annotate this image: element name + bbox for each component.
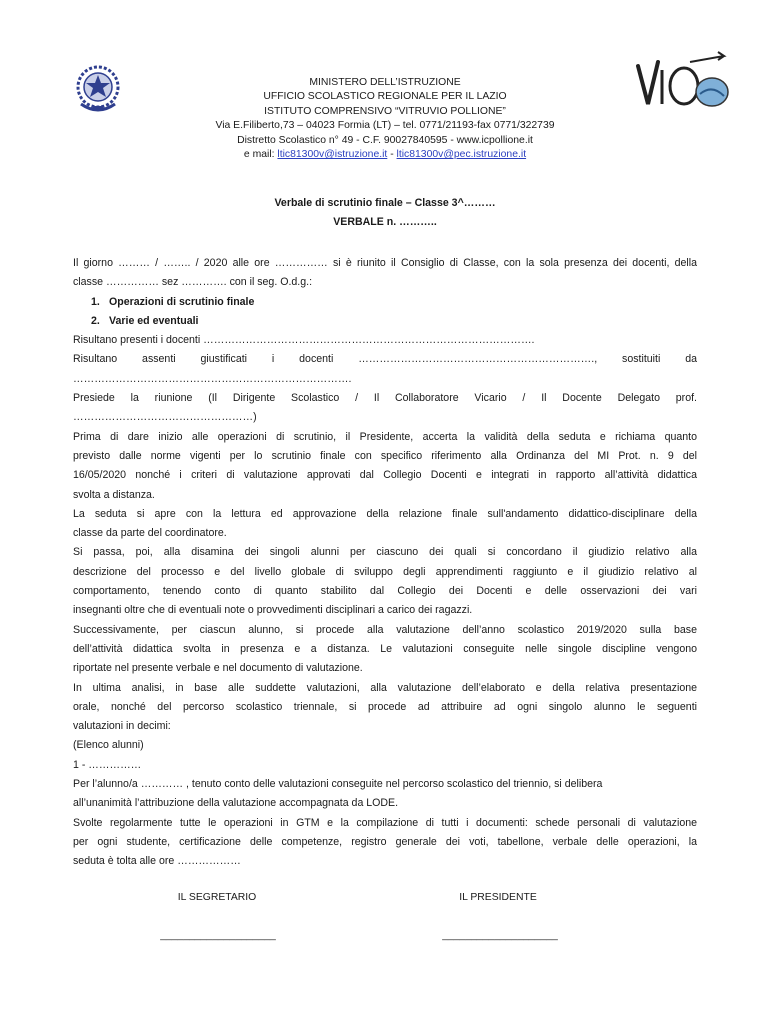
email-prefix: e mail:	[243, 149, 278, 161]
document-body	[73, 254, 697, 872]
body-line: classe da parte del coordinatore.	[73, 527, 227, 540]
body-line: insegnanti oltre che di eventuali note o provvedimenti disciplinari a carico dei ragazzi.	[73, 604, 473, 617]
body-line: Risultano presenti i docenti ………………………………………………………………………………….	[73, 334, 535, 347]
body-line: previsto dalle norme vigenti per lo scrutinio finale con specifico riferimento alla Ordinanza del MI Prot. n. 9 del	[73, 449, 697, 462]
agenda-item-number: 1.	[91, 295, 100, 308]
secretary-signature-line: ____________________	[160, 930, 276, 941]
vitruvio-pollione-school-logo	[632, 48, 732, 116]
body-line: 1 - ……………	[73, 758, 142, 771]
body-line: valutazioni in decimi:	[73, 720, 171, 733]
email-link-istruzione[interactable]: ltic81300v@istruzione.it	[277, 149, 388, 161]
school-district: Distretto Scolastico n° 49 - C.F. 90027840595 - www.icpollione.it	[237, 134, 533, 146]
agenda-item-text: Operazioni di scrutinio finale	[109, 295, 255, 308]
email-link-pec[interactable]: ltic81300v@pec.istruzione.it	[396, 149, 527, 161]
body-line: ……………………………………………)	[73, 411, 257, 424]
verbale-number: VERBALE n. ………..	[333, 216, 437, 228]
body-line: Il giorno ……… / …….. / 2020 alle ore …………… si è riunito il Consiglio di Classe, con la sola presenza dei docenti, della	[73, 257, 697, 269]
body-line: In ultima analisi, in base alle suddette valutazioni, alla valutazione dell’elaborato e della relativa presentazione	[73, 681, 697, 694]
school-name: ISTITUTO COMPRENSIVO “VITRUVIO POLLIONE”	[264, 105, 506, 117]
document-title: Verbale di scrutinio finale – Classe 3^………	[274, 197, 496, 209]
agenda-item-number: 2.	[91, 314, 100, 327]
president-signature-line: ____________________	[442, 930, 558, 941]
school-address: Via E.Filiberto,73 – 04023 Formia (LT) – tel. 0771/21193-fax 0771/322739	[215, 120, 555, 132]
body-line: Si passa, poi, alla disamina dei singoli alunni per ciascuno dei quali si concordano il giudizio relativo alla	[73, 546, 697, 559]
body-line: (Elenco alunni)	[73, 739, 144, 752]
body-line: comportamento, tenendo conto di quanto stabilito dal Collegio dei Docenti e delle osservazioni dei vari	[73, 585, 697, 598]
body-line: Svolte regolarmente tutte le operazioni in GTM e la compilazione di tutti i documenti: schede personali di valutazione	[73, 816, 697, 829]
body-line: svolta a distanza.	[73, 488, 155, 501]
body-line: riportate nel presente verbale e nel documento di valutazione.	[73, 662, 363, 675]
email-line	[150, 148, 620, 162]
secretary-label: IL SEGRETARIO	[177, 892, 257, 903]
body-line: Prima di dare inizio alle operazioni di scrutinio, il Presidente, accerta la validità della seduta e richiama quanto	[73, 430, 697, 443]
regional-office: UFFICIO SCOLASTICO REGIONALE PER IL LAZIO	[263, 91, 507, 103]
body-line: Successivamente, per ciascun alunno, si procede alla valutazione dell’anno scolastico 2019/2020 sulla base	[73, 623, 697, 636]
agenda-item-text: Varie ed eventuali	[109, 314, 199, 327]
body-line: seduta è tolta alle ore ………………	[73, 855, 241, 868]
body-line: 16/05/2020 nonché i criteri di valutazione approvati dal Collegio Docenti e integrati in rapporto all’attività didattica	[73, 469, 697, 482]
body-line: orale, nonché del percorso scolastico triennale, si procede ad attribuire ad ogni singolo alunno le seguenti	[73, 700, 697, 713]
body-line: Presiede la riunione (Il Dirigente Scolastico / Il Collaboratore Vicario / Il Docente Delegato prof.	[73, 392, 697, 405]
body-line: …………………………………………………………………….	[73, 372, 352, 385]
ministry-name: MINISTERO DELL’ISTRUZIONE	[309, 77, 461, 88]
email-separator: -	[387, 149, 397, 161]
institution-header	[150, 76, 620, 162]
agenda-item	[73, 293, 697, 312]
body-line: La seduta si apre con la lettura ed approvazione della relazione finale sull'andamento didattico-disciplinare della	[73, 507, 697, 520]
president-label: IL PRESIDENTE	[459, 892, 537, 903]
body-line: classe …………… sez …………. con il seg. O.d.g.:	[73, 276, 313, 289]
agenda-item	[73, 312, 697, 331]
body-line: descrizione del processo e del livello globale di sviluppo degli apprendimenti raggiunto e il giudizio relativo al	[73, 565, 697, 578]
italian-republic-emblem-icon	[73, 60, 123, 118]
body-line: Risultano assenti giustificati i docenti …………………………………………………………., sostituiti da	[73, 353, 697, 366]
body-line: per ogni studente, certificazione delle competenze, registro generale dei voti, tabellone, verbale delle operazioni, la	[73, 835, 697, 848]
body-line: Per l’alunno/a ………… , tenuto conto delle valutazioni conseguite nel percorso scolastico del triennio, si delibera	[73, 778, 603, 791]
body-line: all’unanimità l’attribuzione della valutazione accompagnata da LODE.	[73, 797, 399, 810]
body-line: dell’attività didattica svolta in presenza e a distanza. Le valutazioni conseguite nelle singole discipline vengono	[73, 642, 697, 655]
